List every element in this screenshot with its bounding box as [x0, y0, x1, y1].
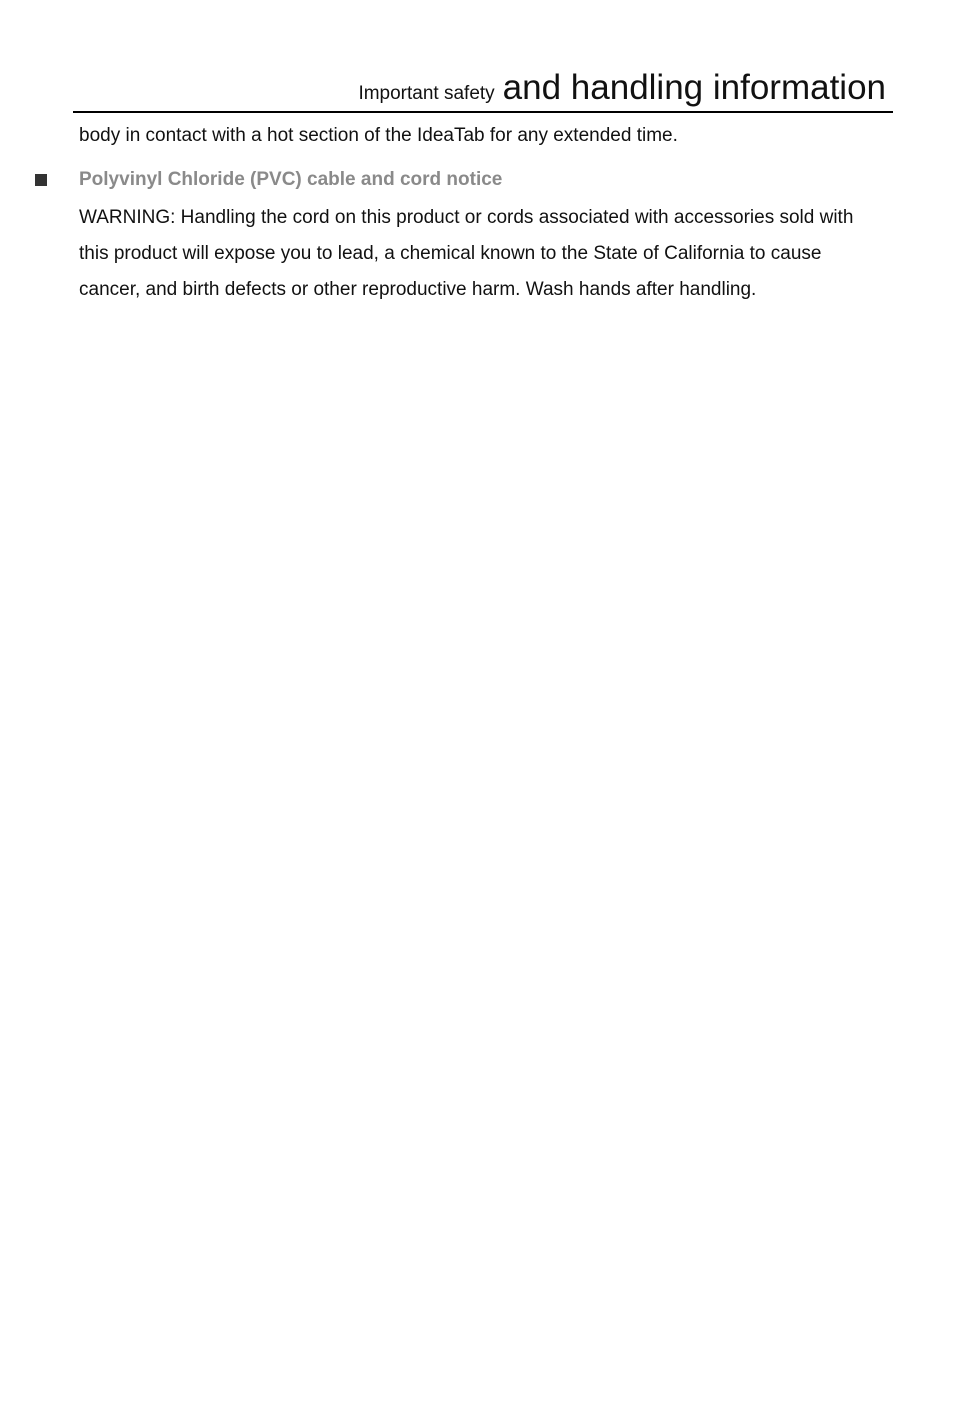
section-heading: Polyvinyl Chloride (PVC) cable and cord notice [79, 169, 503, 190]
header-title [358, 70, 886, 105]
header-title-small: Important safety [358, 83, 495, 104]
page-header [73, 60, 893, 113]
continuation-paragraph: body in contact with a hot section of the IdeaTab for any extended time. [79, 125, 678, 146]
square-bullet-icon [35, 174, 47, 186]
header-title-large: and handling information [502, 68, 886, 107]
warning-paragraph: WARNING: Handling the cord on this product or cords associated with accessories sold with this product will expose you to lead, a chemical known to the State of California to cause cancer, and birth defects or other reproductive harm. Wash hands after handling. [79, 207, 854, 300]
